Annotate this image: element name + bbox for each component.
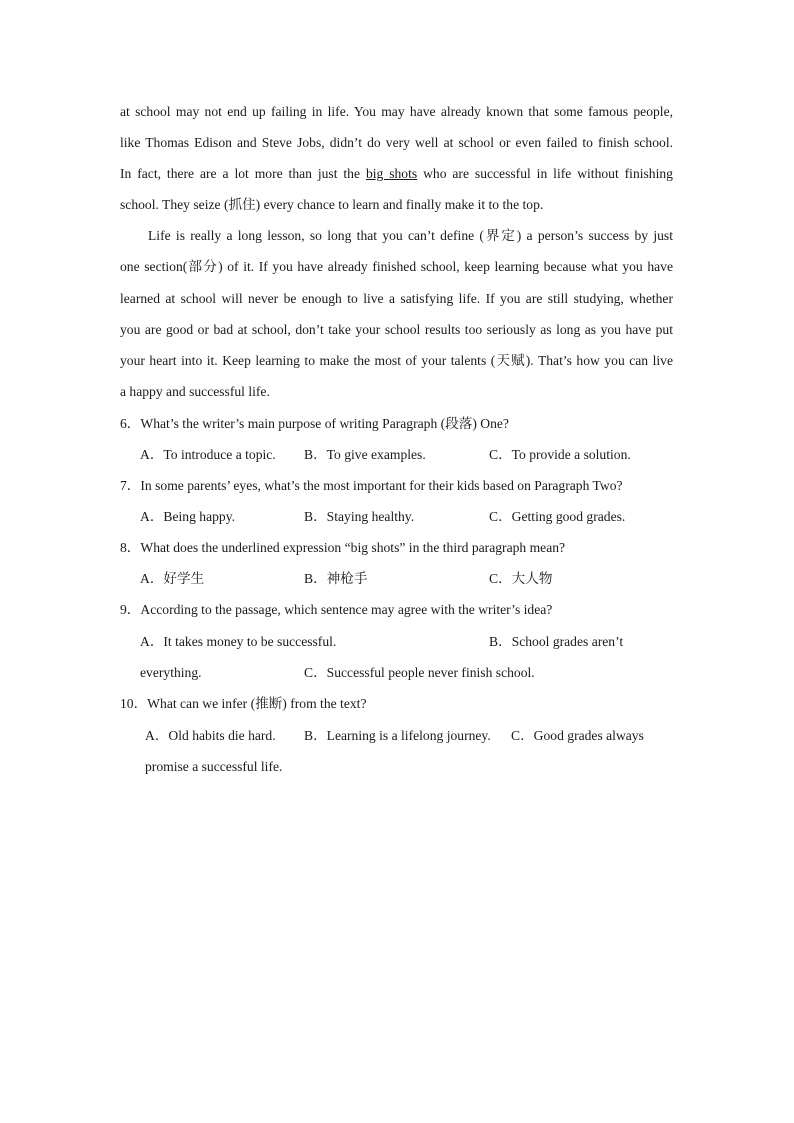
paragraph-3-line-4: school. They seize (抓住) every chance to learn and finally make it to the top. bbox=[120, 197, 544, 212]
line-3-text-after: who are successful in life without finishing bbox=[417, 166, 673, 181]
question-8-stem: 8．What does the underlined expression “big shots” in the third paragraph mean? bbox=[120, 540, 566, 555]
question-10-option-c: C．Good grades always bbox=[511, 728, 644, 743]
question-6-option-b: B．To give examples. bbox=[304, 447, 426, 462]
question-8-option-b: B．神枪手 bbox=[304, 571, 368, 586]
paragraph-3-line-2: like Thomas Edison and Steve Jobs, didn’t do very well at school or even failed to finish school. bbox=[120, 135, 673, 150]
question-8-option-a: A．好学生 bbox=[140, 571, 205, 586]
paragraph-3-line-1: at school may not end up failing in life. You may have already known that some famous people, bbox=[120, 104, 673, 119]
question-10-option-c-continued: promise a successful life. bbox=[145, 759, 283, 774]
question-10-option-a: A．Old habits die hard. bbox=[145, 728, 276, 743]
question-9-option-a: A．It takes money to be successful. bbox=[140, 634, 337, 649]
question-7-option-a: A．Being happy. bbox=[140, 509, 236, 524]
question-6-option-c: C．To provide a solution. bbox=[489, 447, 631, 462]
question-6-option-a: A．To introduce a topic. bbox=[140, 447, 276, 462]
question-9-stem: 9．According to the passage, which sentence may agree with the writer’s idea? bbox=[120, 602, 553, 617]
question-10-stem: 10．What can we infer (推断) from the text? bbox=[120, 696, 367, 711]
question-10-option-b: B．Learning is a lifelong journey. bbox=[304, 728, 491, 743]
paragraph-4-line-2: one section(部分) of it. If you have already finished school, keep learning because what you have bbox=[120, 259, 673, 274]
question-8-option-c: C．大人物 bbox=[489, 571, 553, 586]
paragraph-4-line-3: learned at school will never be enough to live a satisfying life. If you are still studying, whether bbox=[120, 291, 673, 306]
line-3-text-before: In fact, there are a lot more than just the bbox=[120, 166, 366, 181]
question-7-option-c: C．Getting good grades. bbox=[489, 509, 626, 524]
question-7-option-b: B．Staying healthy. bbox=[304, 509, 415, 524]
underlined-expression: big shots bbox=[365, 166, 418, 181]
paragraph-4-line-4: you are good or bad at school, don’t take your school results too seriously as long as you have put bbox=[120, 322, 673, 337]
question-9-option-c: C．Successful people never finish school. bbox=[304, 665, 535, 680]
paragraph-4-line-1: Life is really a long lesson, so long that you can’t define (界定) a person’s success by just bbox=[148, 228, 673, 243]
paragraph-3-line-3 bbox=[120, 164, 673, 184]
question-7-stem: 7．In some parents’ eyes, what’s the most important for their kids based on Paragraph Two? bbox=[120, 478, 623, 493]
question-9-option-b: B．School grades aren’t bbox=[489, 634, 624, 649]
paragraph-4-line-5: your heart into it. Keep learning to make the most of your talents (天赋). That’s how you can live bbox=[120, 353, 673, 368]
question-6-stem: 6．What’s the writer’s main purpose of writing Paragraph (段落) One? bbox=[120, 416, 509, 431]
question-9-option-b-continued: everything. bbox=[140, 665, 202, 680]
paragraph-4-line-6: a happy and successful life. bbox=[120, 384, 270, 399]
